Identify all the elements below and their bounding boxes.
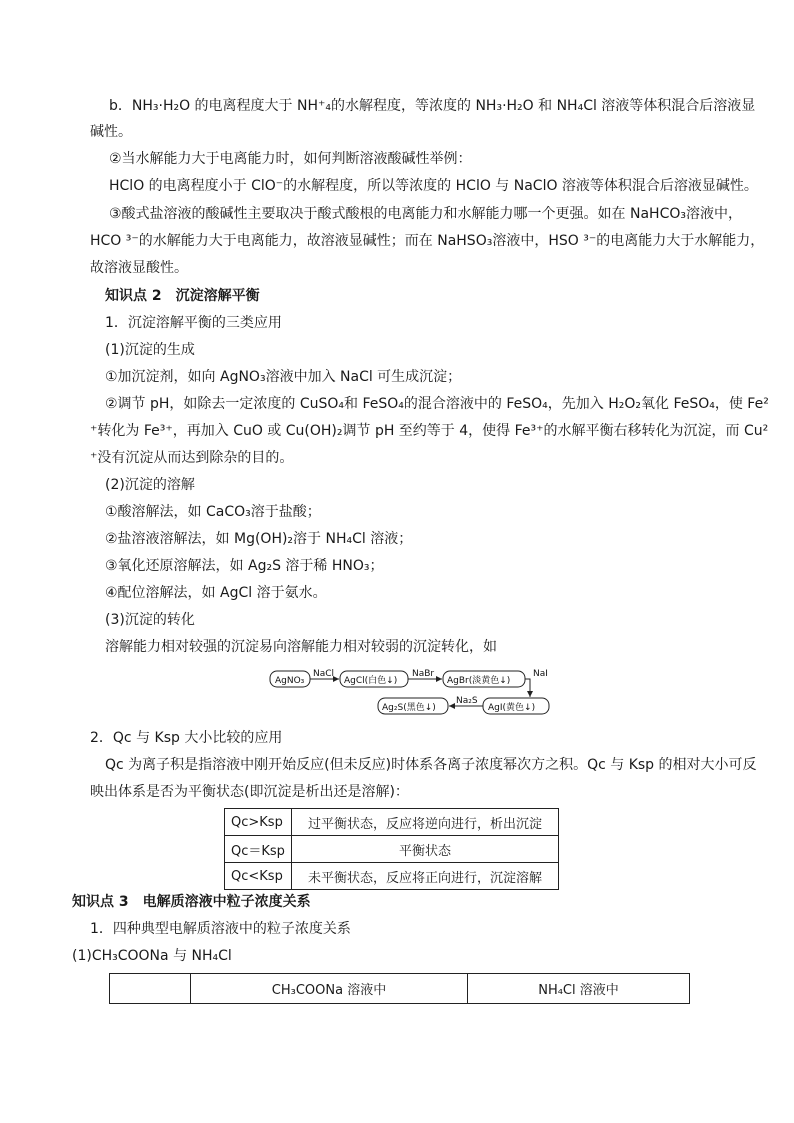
text-line: 1．四种典型电解质溶液中的粒子浓度关系 [90,921,351,937]
table-row [225,836,559,863]
arrow-3 [525,679,530,697]
ag2s-label: Ag₂S(黑色↓) [382,703,436,713]
agbr-label: AgBr(淡黄色↓) [447,676,511,686]
text-line: ⁺没有沉淀从而达到除杂的目的。 [90,450,294,466]
text-line: ②当水解能力大于电离能力时，如何判断溶液酸碱性举例： [109,151,472,167]
text-line: ②盐溶液溶解法，如 Mg(OH)₂溶于 NH₄Cl 溶液； [105,531,413,547]
precipitate-conversion-diagram [268,666,558,724]
nai-label: NaI [533,669,548,679]
table-cell: 过平衡状态，反应将逆向进行，析出沉淀 [292,809,559,836]
section-heading: 知识点 3 电解质溶液中粒子浓度关系 [72,894,311,910]
agno3-label: AgNO₃ [275,676,305,686]
table-header-row [110,974,690,1004]
table-header-cell [110,974,191,1004]
table-header-cell: NH₄Cl 溶液中 [468,974,690,1004]
table-cell: Qc>Ksp [225,809,292,836]
text-line: 1．沉淀溶解平衡的三类应用 [105,315,282,331]
table-cell: Qc＝Ksp [225,836,292,863]
agi-label: AgI(黄色↓) [488,703,536,713]
text-line: ④配位溶解法，如 AgCl 溶于氨水。 [105,585,327,601]
qc-ksp-table [224,808,559,890]
text-line: ③氧化还原溶解法，如 Ag₂S 溶于稀 HNO₃； [105,558,384,574]
nacl-label: NaCl [313,669,335,679]
text-line: 溶解能力相对较强的沉淀易向溶解能力相对较弱的沉淀转化，如 [105,639,497,655]
section-heading: 知识点 2 沉淀溶解平衡 [105,288,260,304]
text-line: 2．Qc 与 Ksp 大小比较的应用 [90,730,283,746]
nabr-label: NaBr [412,669,435,679]
text-line: HClO 的电离程度小于 ClO⁻的水解程度，所以等浓度的 HClO 与 NaClO 溶液等体积混合后溶液显碱性。 [109,178,758,194]
text-line: ①加沉淀剂，如向 AgNO₃溶液中加入 NaCl 可生成沉淀； [105,369,462,385]
agcl-label: AgCl(白色↓) [344,676,398,686]
text-line: ③酸式盐溶液的酸碱性主要取决于酸式酸根的电离能力和水解能力哪一个更强。如在 NaHCO₃溶液中， [109,206,742,222]
text-line: 碱性。 [90,124,132,140]
table-row [225,863,559,890]
table-cell: 平衡状态 [292,836,559,863]
text-line: Qc 为离子积是指溶液中刚开始反应(但未反应)时体系各离子浓度幂次方之积。Qc 与 Ksp 的相对大小可反 [105,757,757,773]
table-row [225,809,559,836]
table-cell: Qc<Ksp [225,863,292,890]
text-line: 映出体系是否为平衡状态(即沉淀是析出还是溶解)： [90,784,409,800]
text-line: b．NH₃·H₂O 的电离程度大于 NH⁺₄的水解程度，等浓度的 NH₃·H₂O 和 NH₄Cl 溶液等体积混合后溶液显 [109,98,756,114]
text-line: 故溶液显酸性。 [90,260,188,276]
text-line: ①酸溶解法，如 CaCO₃溶于盐酸； [105,504,321,520]
na2s-label: Na₂S [456,696,478,706]
text-line: (3)沉淀的转化 [105,612,195,628]
text-line: (1)沉淀的生成 [105,342,195,358]
text-line: HCO ³⁻的水解能力大于电离能力，故溶液显碱性；而在 NaHSO₃溶液中，HSO ³⁻的电离能力大于水解能力， [90,233,765,249]
text-line: (1)CH₃COONa 与 NH₄Cl [72,948,232,964]
table-header-cell: CH₃COONa 溶液中 [191,974,468,1004]
text-line: (2)沉淀的溶解 [105,477,195,493]
text-line: ⁺转化为 Fe³⁺，再加入 CuO 或 Cu(OH)₂调节 pH 至约等于 4，使得 Fe³⁺的水解平衡右移转化为沉淀，而 Cu² [90,423,769,439]
table-cell: 未平衡状态，反应将正向进行，沉淀溶解 [292,863,559,890]
text-line: ②调节 pH，如除去一定浓度的 CuSO₄和 FeSO₄的混合溶液中的 FeSO₄，先加入 H₂O₂氧化 FeSO₄，使 Fe² [105,396,769,412]
concentration-table [109,973,690,1004]
